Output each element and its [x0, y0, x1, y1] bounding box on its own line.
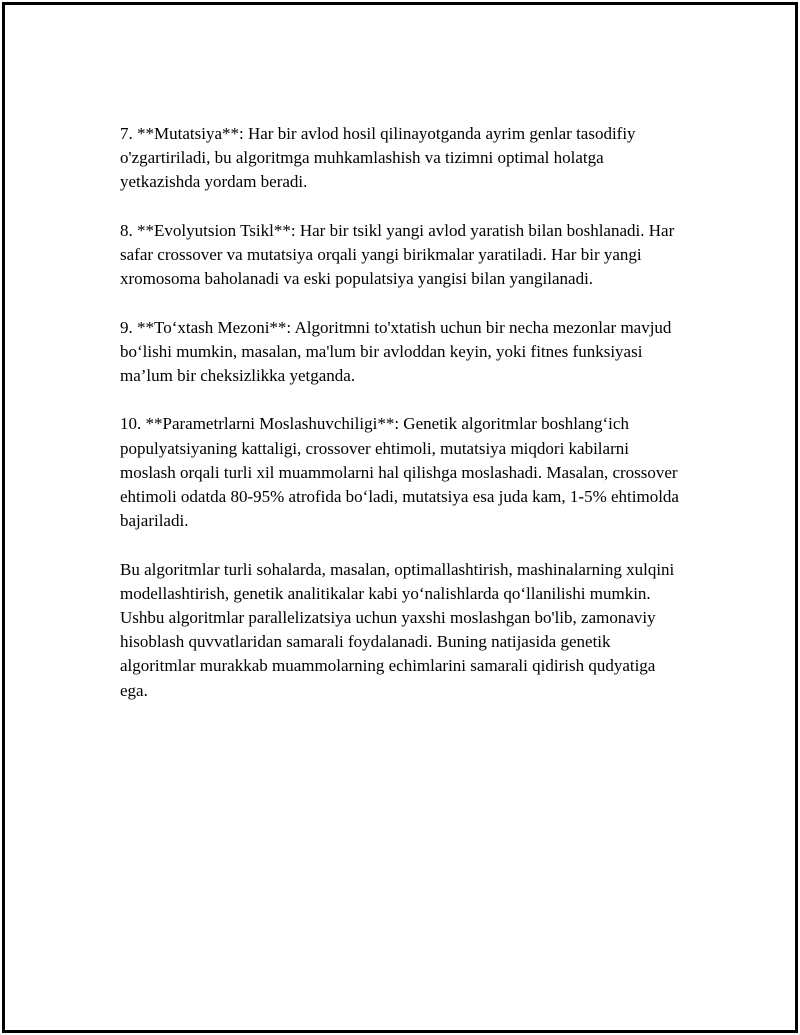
- paragraph-toxtash-mezoni: 9. **To‘xtash Mezoni**: Algoritmni to'xtatish uchun bir necha mezonlar mavjud bo‘lishi mumkin, masalan, ma'lum bir avloddan keyin, yoki fitnes funksiyasi ma’lum bir cheksizlikka yetganda.: [120, 317, 672, 385]
- document-body: [120, 122, 685, 727]
- paragraph-conclusion: Bu algoritmlar turli sohalarda, masalan, optimallashtirish, mashinalarning xulqini modellashtirish, genetik analitikalar kabi yo‘nalishlarda qo‘llanilishi mumkin. Ushbu algoritmlar parallelizatsiya uchun yaxshi moslashgan bo'lib, zamonaviy hisoblash quvvatlaridan samarali foydalanadi. Buning natijasida genetik algoritmlar murakkab muammolarning echimlarini samarali qidirish qudyatiga ega.: [120, 559, 675, 700]
- paragraph-parametrlarni-moslashuvchiligi: 10. **Parametrlarni Moslashuvchiligi**: Genetik algoritmlar boshlang‘ich populyatsiyaning kattaligi, crossover ehtimoli, mutatsiya miqdori kabilarni moslash orqali turli xil muammolarni hal qilishga moslashadi. Masalan, crossover ehtimoli odatda 80-95% atrofida bo‘ladi, mutatsiya esa juda kam, 1-5% ehtimolda bajariladi.: [120, 414, 679, 531]
- document-page: [2, 2, 798, 1033]
- paragraph-mutatsiya: 7. **Mutatsiya**: Har bir avlod hosil qilinayotganda ayrim genlar tasodifiy o'zgartiriladi, bu algoritmga muhkamlashish va tizimni optimal holatga yetkazishda yordam beradi.: [120, 124, 636, 192]
- paragraph-evolyutsion-tsikl: 8. **Evolyutsion Tsikl**: Har bir tsikl yangi avlod yaratish bilan boshlanadi. Har safar crossover va mutatsiya orqali yangi birikmalar yaratiladi. Har bir yangi xromosoma baholanadi va eski populatsiya yangisi bilan yangilanadi.: [120, 220, 675, 289]
